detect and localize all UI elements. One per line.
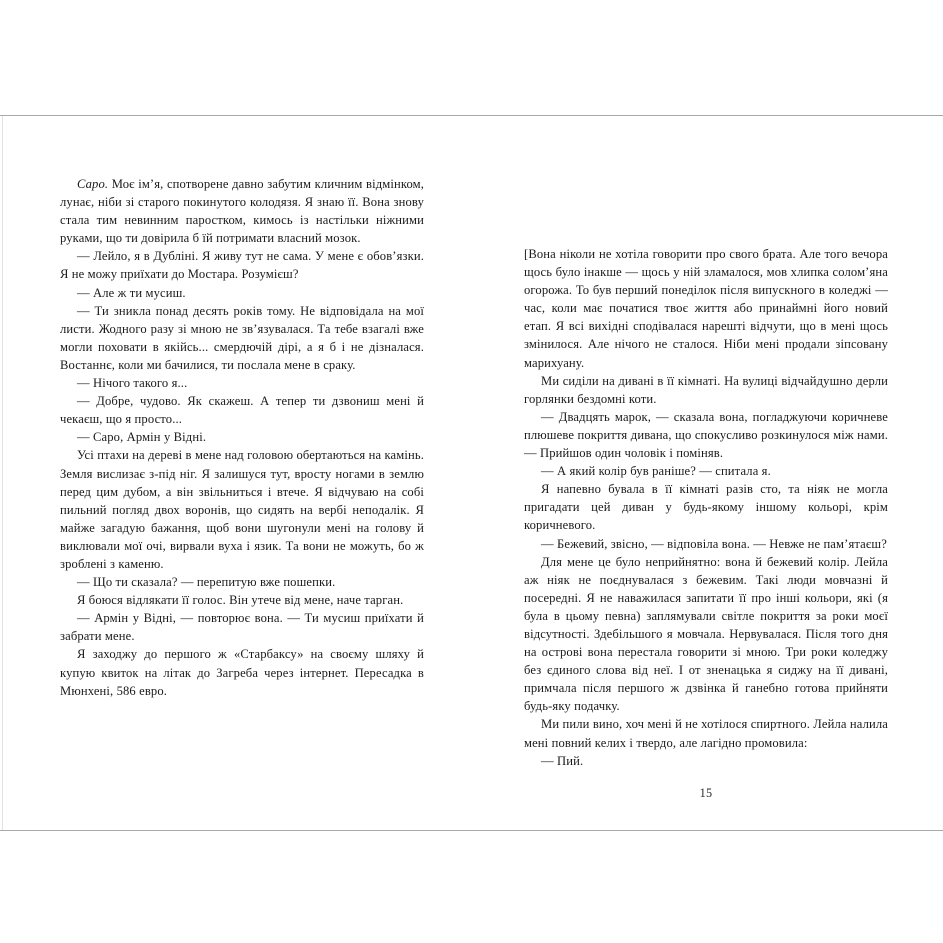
- paragraph-narrative: Для мене це було неприйнятно: вона й бежевий колір. Лейла аж ніяк не поєднувалася з бежевим. Такі люди мовчазні й посередні. Я не наважилася запитати її про інші кольори, які (я була в цьому певна) заплямували світле покриття за роки моєї відсутності. Здебільшого я мовчала. Нервувалася. Після того дня на острові вона перестала говорити зі мною. Три роки коледжу без єдиного слова від неї. І от зненацька я сиджу на її дивані, примчала після першого ж дзвінка й ганебно готова прийняти будь-яку подачку.: [524, 554, 888, 714]
- spread-content: [0, 116, 943, 830]
- paragraph-dialogue: — Двадцять марок, — сказала вона, погладжуючи коричневе плюшеве покриття дивана, що спокусливо розкинулося між нами. — Прийшов один чоловік і поміняв.: [524, 409, 888, 461]
- paragraph-opening: [60, 175, 424, 247]
- recto-page: [524, 116, 888, 830]
- paragraph-narrative: Ми пили вино, хоч мені й не хотілося спиртного. Лейла налила мені повний келих і твердо, але лагідно промовила:: [524, 717, 888, 750]
- bottom-margin-bleed: [0, 831, 943, 943]
- paragraph-narrative: Я боюся відлякати її голос. Він утече від мене, наче тарган.: [77, 593, 404, 608]
- paragraph-dialogue: — Армін у Відні, — повторює вона. — Ти мусиш приїхати й забрати мене.: [60, 611, 424, 644]
- recto-textblock: [524, 245, 888, 770]
- page-number: 15: [699, 786, 713, 800]
- paragraph-dialogue: — Пий.: [541, 753, 584, 768]
- paragraph-dialogue: — Саро, Армін у Відні.: [77, 430, 207, 445]
- top-margin-bleed: [0, 0, 943, 115]
- paragraph-narrative: Усі птахи на дереві в мене над головою обертаються на камінь. Земля вислизає з-під ніг. Я залишуся тут, вросту ногами в землю перед цим дубом, а він звільниться і втече. Я відчуваю на собі пильний погляд двох воронів, що сидять на вербі неподалік. Я майже загадую бажання, щоб вони шугонули мені на голову й виклювали мої очі, вирвали вуха і язик. Та вони не можуть, бо ж зроблені з каменю.: [60, 448, 424, 571]
- paragraph-dialogue: — Лейло, я в Дубліні. Я живу тут не сама. У мене є обов’язки. Я не можу приїхати до Мостара. Розумієш?: [60, 249, 424, 282]
- paragraph-dialogue: — Що ти сказала? — перепитую вже пошепки.: [77, 575, 336, 590]
- paragraph-text: Моє ім’я, спотворене давно забутим кличним відмінком, лунає, ніби зі старого покинутого колодязя. Я знаю її. Вона знову стала тим невинним паростком, кимось із настільки ніжними руками, що ти довірила б їй потримати власний мозок.: [60, 177, 424, 246]
- verso-textblock: [60, 175, 424, 700]
- paragraph-dialogue: — Бежевий, звісно, — відповіла вона. — Невже не пам’ятаєш?: [541, 536, 887, 551]
- paragraph-dialogue: — Добре, чудово. Як скажеш. А тепер ти дзвониш мені й чекаєш, що я просто...: [60, 394, 424, 427]
- paragraph-narrative: Я заходжу до першого ж «Старбаксу» на своєму шляху й купую квиток на літак до Загреба через інтернет. Пересадка в Мюнхені, 586 евро.: [60, 647, 424, 698]
- paragraph-dialogue: — Ти зникла понад десять років тому. Не відповідала на мої листи. Жодного разу зі мною не зв’язувалася. Та тебе взагалі вже могли поховати в якійсь... смердючій дірі, а я б і не дізналася. Востаннє, коли ми бачилися, ти послала мене в сраку.: [60, 303, 424, 372]
- paragraph-dialogue: — Але ж ти мусиш.: [77, 285, 186, 300]
- verso-page: [60, 116, 424, 830]
- paragraph-dialogue: — А який колір був раніше? — спитала я.: [541, 464, 771, 479]
- vocative-name: Саро.: [77, 177, 109, 191]
- paragraph-dialogue: — Нічого такого я...: [77, 376, 188, 391]
- paragraph-narrative: Ми сиділи на дивані в її кімнаті. На вулиці відчайдушно дерли горлянки бездомні коти.: [524, 373, 888, 406]
- paragraph-continuation: [Вона ніколи не хотіла говорити про свого брата. Але того вечора щось було інакше — щось у ній зламалося, мов хлипка солом’яна огорожа. То був перший понеділок після випускного в коледжі — час, коли має початися твоє життя або принаймні його новий етап. Я всі вихідні сподівалася нарешті відчути, що в мені щось змінилося. Але нічого не сталося. Ніби мені продали зіпсовану марихуану.: [524, 247, 888, 370]
- paragraph-narrative: Я напевно бувала в її кімнаті разів сто, та ніяк не могла пригадати цей диван у будь-якому іншому кольорі, крім коричневого.: [524, 482, 888, 533]
